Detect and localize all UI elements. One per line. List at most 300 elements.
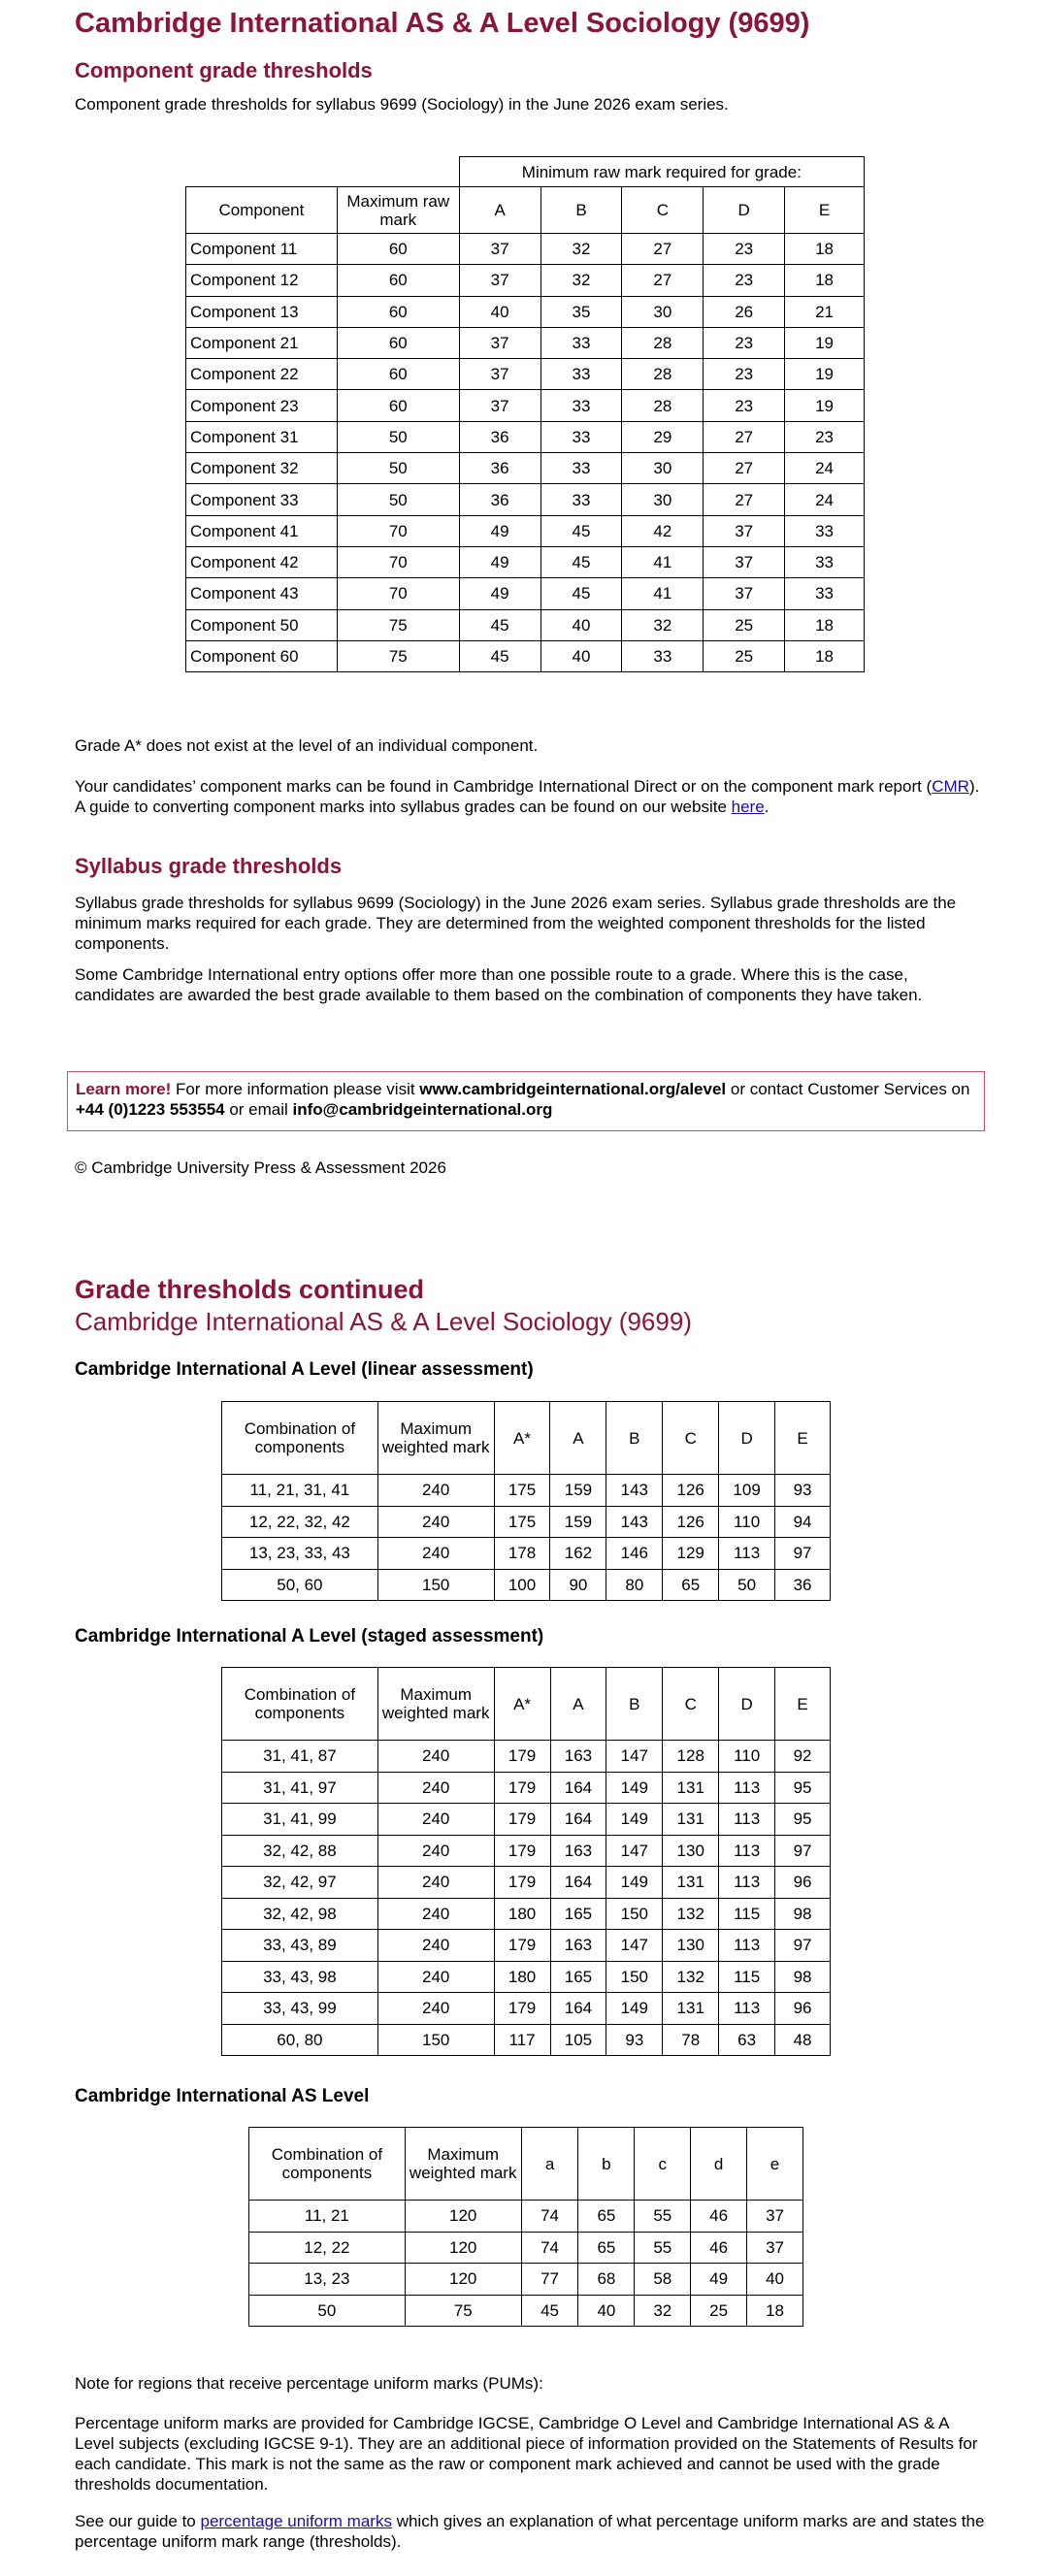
col-header-grade: c [635, 2128, 691, 2201]
table-cell: 29 [622, 421, 704, 452]
table-cell: 179 [494, 1993, 550, 2025]
table-cell: 60, 80 [222, 2024, 378, 2056]
table-cell: 37 [704, 546, 785, 577]
table-cell: 30 [622, 484, 704, 515]
col-header-grade: B [606, 1402, 663, 1475]
table-row [186, 484, 865, 515]
table-cell: 36 [459, 453, 540, 484]
table-cell: 37 [704, 515, 785, 546]
table-cell: 45 [459, 640, 540, 671]
table-cell: 70 [337, 546, 459, 577]
table-cell: 92 [775, 1741, 831, 1773]
table-cell: 50 [719, 1569, 775, 1601]
col-header-grade: A [550, 1668, 606, 1741]
table-cell: 164 [550, 1993, 606, 2025]
table-cell: 33 [540, 359, 622, 390]
table-cell: 28 [622, 359, 704, 390]
table-cell: 27 [704, 453, 785, 484]
table-cell: 45 [540, 515, 622, 546]
table-cell: 41 [622, 578, 704, 609]
table-cell: 75 [405, 2295, 521, 2327]
table-cell: 49 [459, 515, 540, 546]
table-cell: 33 [540, 327, 622, 358]
table-row [222, 1741, 831, 1773]
table-cell: 18 [785, 640, 865, 671]
table-cell: 113 [719, 1772, 775, 1804]
table-cell: 23 [704, 390, 785, 421]
learn-more-callout: Learn more! For more information please visit www.cambridgeinternational.org/alevel or contact Customer Services on +44 (0)1223 553554 or email info@cambridgeinternational.org [67, 1071, 985, 1131]
col-header-grade: C [663, 1668, 719, 1741]
table-cell: 11, 21 [249, 2201, 406, 2233]
continued-heading: Grade thresholds continued [75, 1275, 425, 1304]
table-cell: 179 [494, 1930, 550, 1962]
table-cell: 42 [622, 515, 704, 546]
table-cell: 132 [663, 1961, 719, 1993]
table-cell: 46 [691, 2232, 747, 2264]
table-row [222, 1993, 831, 2025]
copyright: © Cambridge University Press & Assessment 2026 [75, 1158, 446, 1177]
table-cell: 23 [704, 359, 785, 390]
table-cell: 63 [719, 2024, 775, 2056]
table-cell: 131 [663, 1804, 719, 1836]
table-cell: 45 [459, 609, 540, 640]
table-row [186, 265, 865, 296]
table-cell: 98 [775, 1898, 831, 1930]
col-header-grade: A [550, 1402, 606, 1475]
table-cell: 100 [494, 1569, 550, 1601]
col-header-grade: C [622, 187, 704, 234]
table-cell: 65 [578, 2232, 635, 2264]
table-cell: Component 12 [186, 265, 338, 296]
table-cell: 74 [521, 2201, 578, 2233]
col-header-grade: E [775, 1668, 831, 1741]
col-header-grade: D [719, 1402, 775, 1475]
table-cell: 33 [785, 578, 865, 609]
table-cell: 41 [622, 546, 704, 577]
continued-subheading: Cambridge International AS & A Level Sociology (9699) [75, 1307, 692, 1336]
table-cell: 48 [775, 2024, 831, 2056]
table-cell: 120 [405, 2232, 521, 2264]
pum-guide: See our guide to percentage uniform marks which gives an explanation of what percentage uniform marks are and states the percentage uniform mark range (thresholds). [75, 2512, 985, 2551]
table-cell: 12, 22 [249, 2232, 406, 2264]
table-cell: 240 [377, 1538, 494, 1570]
email-link[interactable]: info@cambridgeinternational.org [292, 1100, 553, 1119]
table-cell: Component 43 [186, 578, 338, 609]
as-level-heading: Cambridge International AS Level [75, 2086, 370, 2106]
table-cell: 31, 41, 99 [222, 1804, 378, 1836]
table-cell: 45 [540, 546, 622, 577]
syllabus-para-1: Syllabus grade thresholds for syllabus 9699 (Sociology) in the June 2026 exam series. Syllabus grade thresholds are the minimum marks required for each grade. They are determined from the weighted component thresholds for the listed components. [75, 894, 957, 953]
table-cell: 90 [550, 1569, 606, 1601]
table-cell: 18 [785, 609, 865, 640]
table-cell: Component 50 [186, 609, 338, 640]
table-cell: Component 32 [186, 453, 338, 484]
table-cell: 179 [494, 1741, 550, 1773]
as-level-thresholds-table [248, 2127, 803, 2327]
table-cell: 60 [337, 296, 459, 327]
table-cell: 150 [606, 1898, 663, 1930]
table-cell: 93 [606, 2024, 663, 2056]
table-cell: 105 [550, 2024, 606, 2056]
website-link[interactable]: www.cambridgeinternational.org/alevel [419, 1080, 727, 1098]
table-cell: 28 [622, 390, 704, 421]
table-cell: 240 [377, 1993, 494, 2025]
table-cell: 50 [249, 2295, 406, 2327]
table-cell: 40 [540, 609, 622, 640]
table-cell: 175 [494, 1506, 550, 1538]
table-cell: 33 [622, 640, 704, 671]
table-cell: 240 [377, 1835, 494, 1867]
table-corner [186, 157, 460, 187]
table-cell: 159 [550, 1475, 606, 1507]
col-header-grade: e [747, 2128, 803, 2201]
table-cell: 240 [377, 1506, 494, 1538]
table-cell: 23 [704, 265, 785, 296]
table-row [222, 1867, 831, 1899]
table-cell: 32, 42, 88 [222, 1835, 378, 1867]
table-cell: 11, 21, 31, 41 [222, 1475, 378, 1507]
table-cell: 80 [606, 1569, 663, 1601]
table-cell: Component 22 [186, 359, 338, 390]
col-header-grade: a [521, 2128, 578, 2201]
table-cell: 146 [606, 1538, 663, 1570]
table-cell: 164 [550, 1804, 606, 1836]
table-cell: 36 [459, 484, 540, 515]
table-cell: 150 [606, 1961, 663, 1993]
table-cell: 113 [719, 1930, 775, 1962]
table-cell: 164 [550, 1772, 606, 1804]
col-header-grade: A [459, 187, 540, 234]
table-cell: 164 [550, 1867, 606, 1899]
table-cell: 120 [405, 2201, 521, 2233]
table-cell: 27 [704, 484, 785, 515]
col-header-grade: D [719, 1668, 775, 1741]
table-cell: 115 [719, 1961, 775, 1993]
table-cell: Component 21 [186, 327, 338, 358]
table-row [222, 1804, 831, 1836]
cmr-link[interactable]: CMR [932, 777, 969, 796]
col-header-grade: A* [494, 1402, 550, 1475]
phone-number: +44 (0)1223 553554 [76, 1100, 225, 1119]
table-cell: 33 [785, 515, 865, 546]
table-cell: 150 [377, 2024, 494, 2056]
table-cell: 12, 22, 32, 42 [222, 1506, 378, 1538]
table-cell: 23 [704, 327, 785, 358]
table-cell: 113 [719, 1835, 775, 1867]
table-cell: 149 [606, 1804, 663, 1836]
table-cell: 240 [377, 1867, 494, 1899]
table-row [222, 2024, 831, 2056]
table-cell: 143 [606, 1475, 663, 1507]
table-cell: 65 [578, 2201, 635, 2233]
table-cell: 163 [550, 1930, 606, 1962]
table-row [222, 1475, 831, 1507]
table-cell: 21 [785, 296, 865, 327]
table-cell: 33 [540, 390, 622, 421]
table-cell: 128 [663, 1741, 719, 1773]
table-cell: 240 [377, 1930, 494, 1962]
table-cell: 30 [622, 453, 704, 484]
table-cell: Component 42 [186, 546, 338, 577]
table-row [186, 327, 865, 358]
table-cell: 32 [540, 265, 622, 296]
table-cell: 65 [663, 1569, 719, 1601]
table-cell: 30 [622, 296, 704, 327]
table-cell: 13, 23 [249, 2264, 406, 2296]
table-cell: 131 [663, 1772, 719, 1804]
table-cell: 60 [337, 234, 459, 265]
table-cell: 75 [337, 609, 459, 640]
table-cell: 37 [459, 390, 540, 421]
table-row [249, 2201, 803, 2233]
table-cell: 50 [337, 484, 459, 515]
pum-note: Note for regions that receive percentage uniform marks (PUMs): [75, 2374, 543, 2393]
table-cell: 95 [775, 1772, 831, 1804]
linear-thresholds-table [221, 1401, 831, 1601]
table-cell: 60 [337, 359, 459, 390]
table-cell: 159 [550, 1506, 606, 1538]
table-cell: 25 [704, 640, 785, 671]
table-cell: 113 [719, 1867, 775, 1899]
table-cell: 23 [704, 234, 785, 265]
table-cell: 50, 60 [222, 1569, 378, 1601]
table-cell: 78 [663, 2024, 719, 2056]
table-cell: 77 [521, 2264, 578, 2296]
table-cell: Component 33 [186, 484, 338, 515]
table-cell: 37 [704, 578, 785, 609]
table-cell: 240 [377, 1475, 494, 1507]
col-header-max-weighted: Maximum weighted mark [377, 1402, 494, 1475]
here-link[interactable]: here [731, 798, 765, 816]
table-cell: 31, 41, 97 [222, 1772, 378, 1804]
pum-paragraph: Percentage uniform marks are provided for Cambridge IGCSE, Cambridge O Level and Cambridge International AS & A Level subjects (excluding IGCSE 9-1). They are an additional piece of information provided on the Statements of Results for each candidate. This mark is not the same as the raw or component mark achieved and cannot be used with the grade thresholds documentation. [75, 2414, 978, 2494]
col-header-max-weighted: Maximum weighted mark [405, 2128, 521, 2201]
table-cell: 37 [747, 2232, 803, 2264]
table-cell: 68 [578, 2264, 635, 2296]
table-cell: 25 [691, 2295, 747, 2327]
table-cell: 13, 23, 33, 43 [222, 1538, 378, 1570]
table-cell: 49 [691, 2264, 747, 2296]
col-header-max-raw-mark: Maximum raw mark [337, 187, 459, 234]
table-cell: 120 [405, 2264, 521, 2296]
table-cell: 240 [377, 1772, 494, 1804]
table-cell: 50 [337, 421, 459, 452]
table-cell: 94 [775, 1506, 831, 1538]
table-cell: 60 [337, 327, 459, 358]
table-cell: 40 [747, 2264, 803, 2296]
table-cell: 60 [337, 390, 459, 421]
table-cell: 130 [663, 1930, 719, 1962]
table-cell: 98 [775, 1961, 831, 1993]
table-row [186, 421, 865, 452]
table-cell: 110 [719, 1741, 775, 1773]
table-row [222, 1538, 831, 1570]
table-cell: 45 [540, 578, 622, 609]
table-cell: 37 [459, 359, 540, 390]
col-header-combination: Combination of components [222, 1402, 378, 1475]
table-cell: 27 [622, 265, 704, 296]
table-cell: Component 41 [186, 515, 338, 546]
table-cell: 117 [494, 2024, 550, 2056]
table-cell: 37 [747, 2201, 803, 2233]
table-cell: 25 [704, 609, 785, 640]
table-cell: 162 [550, 1538, 606, 1570]
table-row [186, 359, 865, 390]
table-row [186, 453, 865, 484]
table-cell: 147 [606, 1930, 663, 1962]
table-cell: 37 [459, 265, 540, 296]
table-cell: 175 [494, 1475, 550, 1507]
table-cell: 28 [622, 327, 704, 358]
staged-thresholds-table [221, 1667, 831, 2056]
table-row [186, 609, 865, 640]
table-cell: 240 [377, 1804, 494, 1836]
table-cell: 110 [719, 1506, 775, 1538]
table-cell: 26 [704, 296, 785, 327]
col-header-grade: D [704, 187, 785, 234]
table-cell: 33 [785, 546, 865, 577]
table-row [186, 546, 865, 577]
table-cell: 113 [719, 1538, 775, 1570]
table-row [222, 1772, 831, 1804]
table-row [186, 234, 865, 265]
table-cell: 33 [540, 453, 622, 484]
table-cell: 149 [606, 1993, 663, 2025]
table-cell: 35 [540, 296, 622, 327]
table-cell: 31, 41, 87 [222, 1741, 378, 1773]
table-cell: 24 [785, 453, 865, 484]
table-cell: 36 [459, 421, 540, 452]
table-cell: 49 [459, 546, 540, 577]
col-header-combination: Combination of components [222, 1668, 378, 1741]
table-cell: 179 [494, 1772, 550, 1804]
table-cell: 49 [459, 578, 540, 609]
table-row [222, 1898, 831, 1930]
table-cell: 60 [337, 265, 459, 296]
table-cell: 58 [635, 2264, 691, 2296]
table-cell: 129 [663, 1538, 719, 1570]
component-heading: Component grade thresholds [75, 58, 373, 82]
col-header-grade: E [785, 187, 865, 234]
table-cell: 19 [785, 390, 865, 421]
table-cell: 37 [459, 234, 540, 265]
table-row [222, 1835, 831, 1867]
table-cell: 97 [775, 1835, 831, 1867]
table-row [222, 1506, 831, 1538]
table-cell: 55 [635, 2232, 691, 2264]
col-header-combination: Combination of components [249, 2128, 406, 2201]
col-header-max-weighted: Maximum weighted mark [377, 1668, 494, 1741]
table-cell: 240 [377, 1961, 494, 1993]
col-header-grade: E [775, 1402, 831, 1475]
table-cell: 179 [494, 1867, 550, 1899]
table-cell: 27 [622, 234, 704, 265]
percentage-uniform-marks-link[interactable]: percentage uniform marks [200, 2512, 392, 2530]
col-header-grade: b [578, 2128, 635, 2201]
table-cell: 32 [540, 234, 622, 265]
table-cell: 126 [663, 1506, 719, 1538]
col-header-grade: B [540, 187, 622, 234]
astar-note: Grade A* does not exist at the level of an individual component. [75, 736, 539, 755]
table-cell: 131 [663, 1867, 719, 1899]
table-cell: 27 [704, 421, 785, 452]
table-cell: 96 [775, 1867, 831, 1899]
table-cell: 149 [606, 1867, 663, 1899]
main-title: Cambridge International AS & A Level Sociology (9699) [75, 8, 810, 39]
table-cell: 32, 42, 97 [222, 1867, 378, 1899]
table-cell: 96 [775, 1993, 831, 2025]
table-cell: 163 [550, 1741, 606, 1773]
table-cell: 130 [663, 1835, 719, 1867]
table-cell: 40 [459, 296, 540, 327]
table-cell: 126 [663, 1475, 719, 1507]
table-cell: 18 [785, 234, 865, 265]
table-cell: 109 [719, 1475, 775, 1507]
table-cell: 33, 43, 98 [222, 1961, 378, 1993]
table-cell: 50 [337, 453, 459, 484]
component-intro: Component grade thresholds for syllabus 9699 (Sociology) in the June 2026 exam series. [75, 95, 729, 114]
table-cell: 40 [540, 640, 622, 671]
table-cell: 132 [663, 1898, 719, 1930]
table-cell: 147 [606, 1741, 663, 1773]
table-cell: 240 [377, 1898, 494, 1930]
table-cell: Component 60 [186, 640, 338, 671]
table-cell: 33 [540, 421, 622, 452]
table-row [222, 1930, 831, 1962]
table-row [186, 296, 865, 327]
table-cell: Component 13 [186, 296, 338, 327]
table-cell: 179 [494, 1835, 550, 1867]
table-cell: 147 [606, 1835, 663, 1867]
table-row [222, 1569, 831, 1601]
table-cell: 163 [550, 1835, 606, 1867]
table-cell: 18 [785, 265, 865, 296]
table-cell: 19 [785, 359, 865, 390]
table-cell: 165 [550, 1898, 606, 1930]
table-row [186, 578, 865, 609]
table-cell: 179 [494, 1804, 550, 1836]
component-marks-note: Your candidates’ component marks can be found in Cambridge International Direct or on the component mark report (CMR). A guide to converting component marks into syllabus grades can be found on our website here. [75, 777, 980, 816]
table-cell: 93 [775, 1475, 831, 1507]
table-cell: 75 [337, 640, 459, 671]
table-cell: 115 [719, 1898, 775, 1930]
table-row [249, 2264, 803, 2296]
table-cell: 40 [578, 2295, 635, 2327]
syllabus-heading: Syllabus grade thresholds [75, 854, 343, 878]
table-cell: 150 [377, 1569, 494, 1601]
table-cell: Component 31 [186, 421, 338, 452]
table-cell: 70 [337, 578, 459, 609]
table-cell: 178 [494, 1538, 550, 1570]
table-cell: 23 [785, 421, 865, 452]
table-cell: 70 [337, 515, 459, 546]
table-row [186, 515, 865, 546]
table-row [249, 2295, 803, 2327]
table-cell: 33 [540, 484, 622, 515]
table-cell: 113 [719, 1804, 775, 1836]
table-row [186, 390, 865, 421]
table-cell: 180 [494, 1898, 550, 1930]
table-row [249, 2232, 803, 2264]
table-cell: 240 [377, 1741, 494, 1773]
table-cell: 33, 43, 99 [222, 1993, 378, 2025]
group-header: Minimum raw mark required for grade: [459, 157, 864, 187]
table-cell: 113 [719, 1993, 775, 2025]
table-cell: 36 [775, 1569, 831, 1601]
table-cell: Component 11 [186, 234, 338, 265]
linear-heading: Cambridge International A Level (linear assessment) [75, 1359, 534, 1380]
table-cell: 33, 43, 89 [222, 1930, 378, 1962]
